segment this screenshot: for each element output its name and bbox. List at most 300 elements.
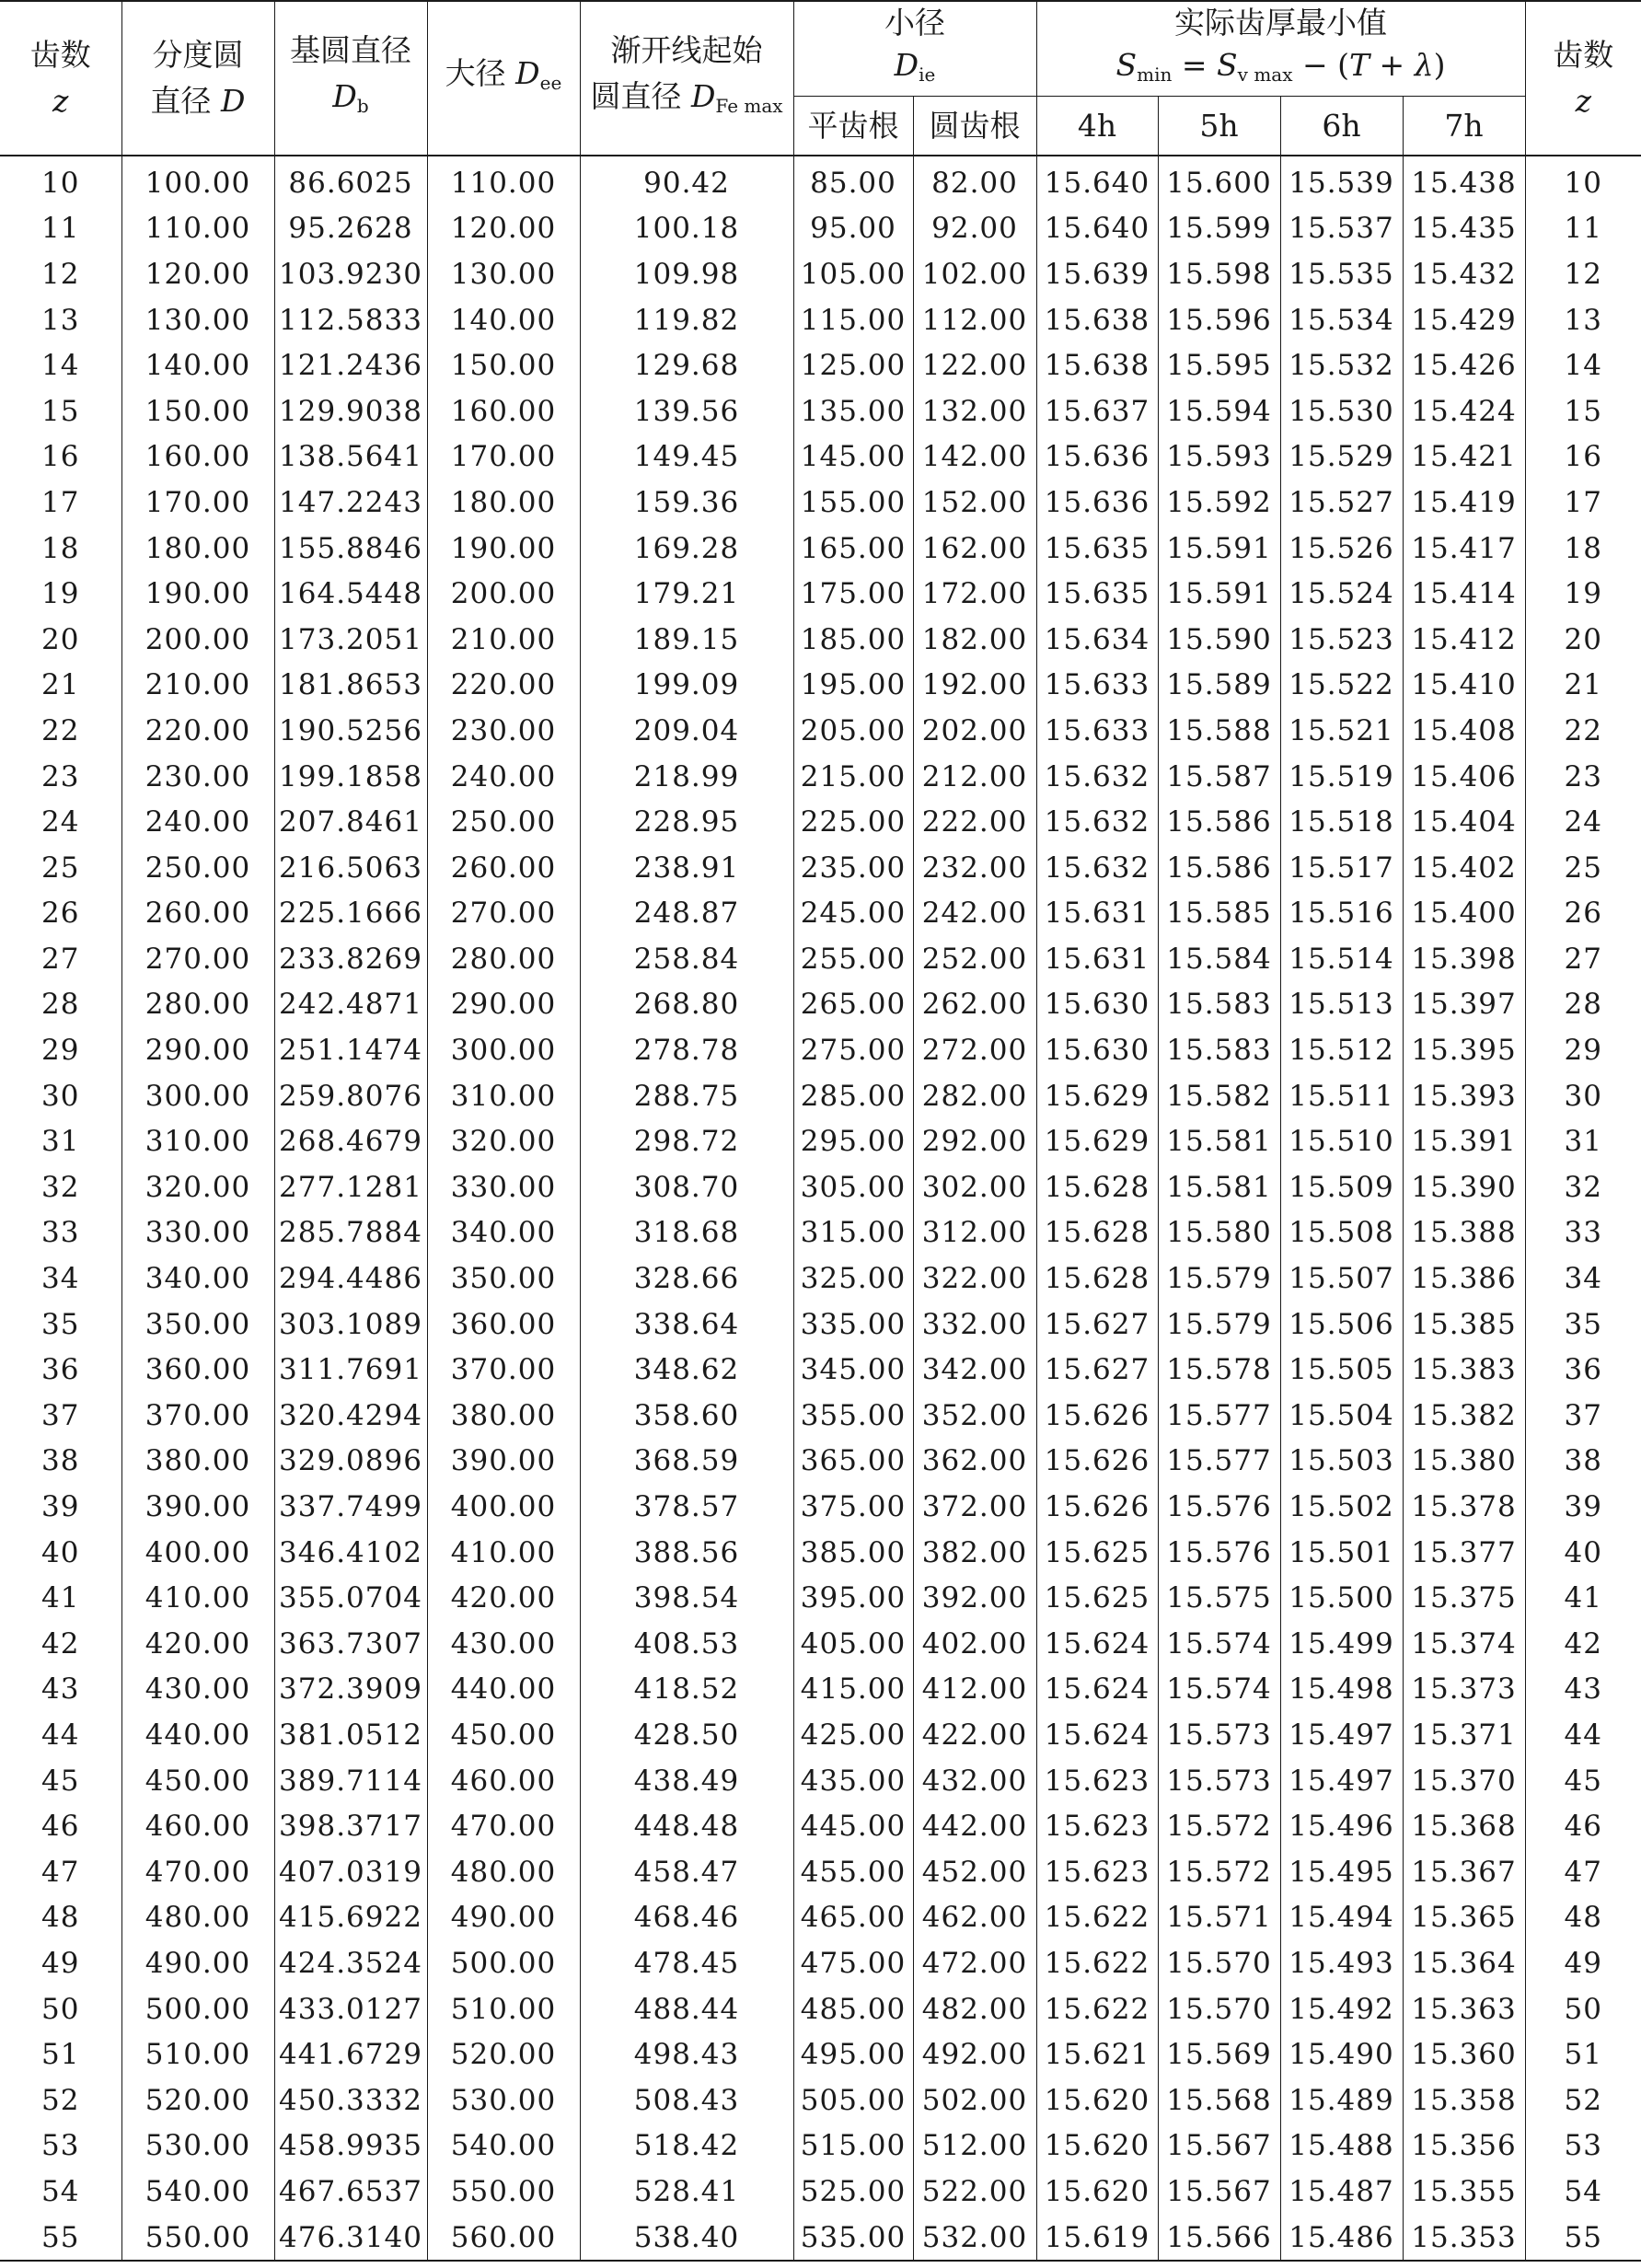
cell-smin-7h: 15.410: [1403, 663, 1525, 709]
cell-smin-7h: 15.406: [1403, 754, 1525, 800]
cell-major-diameter: 350.00: [427, 1256, 580, 1302]
cell-pitch-diameter: 100.00: [121, 156, 274, 206]
cell-smin-5h: 15.587: [1158, 754, 1280, 800]
cell-smin-4h: 15.627: [1036, 1302, 1158, 1348]
cell-base-diameter: 190.5256: [274, 708, 427, 754]
cell-smin-5h: 15.580: [1158, 1210, 1280, 1256]
cell-teeth: 43: [0, 1667, 121, 1713]
cell-minor-round: 482.00: [913, 1986, 1036, 2032]
cell-minor-round: 332.00: [913, 1302, 1036, 1348]
cell-minor-flat: 465.00: [793, 1895, 913, 1941]
header-base-line1: 基圆直径: [290, 32, 411, 68]
cell-involute-diameter: 169.28: [580, 526, 793, 572]
cell-minor-round: 92.00: [913, 206, 1036, 252]
cell-smin-7h: 15.400: [1403, 891, 1525, 937]
cell-involute-diameter: 448.48: [580, 1803, 793, 1849]
cell-minor-flat: 95.00: [793, 206, 913, 252]
cell-teeth-right: 12: [1525, 251, 1641, 297]
cell-involute-diameter: 408.53: [580, 1621, 793, 1667]
cell-pitch-diameter: 510.00: [121, 2031, 274, 2077]
cell-teeth-right: 18: [1525, 526, 1641, 572]
cell-teeth: 55: [0, 2215, 121, 2262]
cell-pitch-diameter: 500.00: [121, 1986, 274, 2032]
cell-minor-round: 252.00: [913, 936, 1036, 982]
cell-minor-round: 192.00: [913, 663, 1036, 709]
cell-smin-7h: 15.358: [1403, 2077, 1525, 2123]
cell-minor-round: 232.00: [913, 845, 1036, 891]
cell-major-diameter: 320.00: [427, 1118, 580, 1164]
cell-minor-flat: 125.00: [793, 342, 913, 388]
cell-major-diameter: 340.00: [427, 1210, 580, 1256]
cell-smin-7h: 15.363: [1403, 1986, 1525, 2032]
cell-pitch-diameter: 160.00: [121, 434, 274, 480]
table-row: [0, 663, 1641, 709]
cell-pitch-diameter: 450.00: [121, 1758, 274, 1804]
cell-smin-6h: 15.486: [1280, 2215, 1403, 2262]
cell-involute-diameter: 90.42: [580, 156, 793, 206]
cell-pitch-diameter: 430.00: [121, 1667, 274, 1713]
cell-teeth: 26: [0, 891, 121, 937]
cell-teeth: 50: [0, 1986, 121, 2032]
table-row: [0, 342, 1641, 388]
table-row: [0, 434, 1641, 480]
cell-smin-6h: 15.512: [1280, 1027, 1403, 1073]
cell-smin-5h: 15.583: [1158, 982, 1280, 1028]
cell-smin-5h: 15.573: [1158, 1712, 1280, 1758]
cell-teeth: 42: [0, 1621, 121, 1667]
cell-major-diameter: 150.00: [427, 342, 580, 388]
cell-smin-7h: 15.385: [1403, 1302, 1525, 1348]
cell-base-diameter: 458.9935: [274, 2123, 427, 2170]
header-teeth: [0, 1, 121, 156]
cell-teeth: 12: [0, 251, 121, 297]
cell-smin-4h: 15.636: [1036, 434, 1158, 480]
cell-smin-4h: 15.633: [1036, 663, 1158, 709]
cell-smin-5h: 15.567: [1158, 2123, 1280, 2170]
cell-involute-diameter: 119.82: [580, 297, 793, 343]
cell-pitch-diameter: 490.00: [121, 1940, 274, 1986]
cell-minor-flat: 365.00: [793, 1439, 913, 1485]
cell-teeth-right: 38: [1525, 1439, 1641, 1485]
cell-pitch-diameter: 250.00: [121, 845, 274, 891]
table-row: [0, 1895, 1641, 1941]
cell-teeth-right: 33: [1525, 1210, 1641, 1256]
table-row: [0, 1849, 1641, 1895]
cell-major-diameter: 180.00: [427, 480, 580, 526]
cell-smin-4h: 15.624: [1036, 1621, 1158, 1667]
cell-smin-7h: 15.353: [1403, 2215, 1525, 2262]
cell-smin-6h: 15.500: [1280, 1575, 1403, 1621]
cell-minor-flat: 425.00: [793, 1712, 913, 1758]
table-row: [0, 1530, 1641, 1576]
cell-smin-7h: 15.386: [1403, 1256, 1525, 1302]
cell-base-diameter: 207.8461: [274, 799, 427, 845]
cell-teeth-right: 39: [1525, 1484, 1641, 1530]
cell-minor-round: 162.00: [913, 526, 1036, 572]
cell-teeth: 37: [0, 1393, 121, 1439]
cell-smin-5h: 15.589: [1158, 663, 1280, 709]
cell-involute-diameter: 378.57: [580, 1484, 793, 1530]
cell-minor-flat: 255.00: [793, 936, 913, 982]
cell-smin-7h: 15.370: [1403, 1758, 1525, 1804]
cell-minor-round: 312.00: [913, 1210, 1036, 1256]
cell-involute-diameter: 298.72: [580, 1118, 793, 1164]
cell-minor-flat: 105.00: [793, 251, 913, 297]
cell-minor-flat: 435.00: [793, 1758, 913, 1804]
cell-involute-diameter: 398.54: [580, 1575, 793, 1621]
cell-smin-4h: 15.632: [1036, 799, 1158, 845]
cell-smin-4h: 15.634: [1036, 617, 1158, 663]
cell-teeth-right: 27: [1525, 936, 1641, 982]
cell-major-diameter: 240.00: [427, 754, 580, 800]
cell-smin-5h: 15.570: [1158, 1940, 1280, 1986]
cell-teeth-right: 36: [1525, 1347, 1641, 1393]
table-row: [0, 1027, 1641, 1073]
cell-smin-4h: 15.626: [1036, 1484, 1158, 1530]
cell-minor-flat: 315.00: [793, 1210, 913, 1256]
cell-base-diameter: 86.6025: [274, 156, 427, 206]
cell-teeth: 21: [0, 663, 121, 709]
cell-smin-6h: 15.487: [1280, 2169, 1403, 2215]
cell-smin-6h: 15.497: [1280, 1712, 1403, 1758]
header-major-symbol: D: [515, 55, 540, 91]
cell-smin-6h: 15.498: [1280, 1667, 1403, 1713]
cell-base-diameter: 467.6537: [274, 2169, 427, 2215]
cell-minor-flat: 475.00: [793, 1940, 913, 1986]
cell-smin-6h: 15.518: [1280, 799, 1403, 845]
cell-base-diameter: 259.8076: [274, 1073, 427, 1119]
cell-minor-flat: 385.00: [793, 1530, 913, 1576]
cell-minor-round: 442.00: [913, 1803, 1036, 1849]
cell-smin-7h: 15.424: [1403, 388, 1525, 434]
cell-smin-7h: 15.417: [1403, 526, 1525, 572]
header-involute-line2: 圆直径: [590, 78, 682, 114]
cell-teeth-right: 23: [1525, 754, 1641, 800]
header-grade-6h: 6h: [1280, 97, 1403, 156]
cell-teeth: 38: [0, 1439, 121, 1485]
cell-teeth-right: 19: [1525, 571, 1641, 617]
cell-minor-round: 122.00: [913, 342, 1036, 388]
header-major-text: 大径: [445, 55, 506, 91]
cell-pitch-diameter: 420.00: [121, 1621, 274, 1667]
cell-involute-diameter: 159.36: [580, 480, 793, 526]
cell-pitch-diameter: 200.00: [121, 617, 274, 663]
table-row: [0, 297, 1641, 343]
header-round-root: 圆齿根: [913, 97, 1036, 156]
cell-major-diameter: 260.00: [427, 845, 580, 891]
cell-smin-5h: 15.595: [1158, 342, 1280, 388]
cell-teeth: 15: [0, 388, 121, 434]
cell-smin-4h: 15.638: [1036, 297, 1158, 343]
cell-minor-flat: 395.00: [793, 1575, 913, 1621]
cell-smin-7h: 15.365: [1403, 1895, 1525, 1941]
cell-smin-5h: 15.574: [1158, 1667, 1280, 1713]
cell-minor-round: 342.00: [913, 1347, 1036, 1393]
cell-involute-diameter: 338.64: [580, 1302, 793, 1348]
cell-smin-5h: 15.583: [1158, 1027, 1280, 1073]
cell-pitch-diameter: 110.00: [121, 206, 274, 252]
cell-teeth: 13: [0, 297, 121, 343]
cell-teeth-right: 24: [1525, 799, 1641, 845]
cell-pitch-diameter: 330.00: [121, 1210, 274, 1256]
cell-pitch-diameter: 130.00: [121, 297, 274, 343]
cell-smin-7h: 15.432: [1403, 251, 1525, 297]
cell-smin-6h: 15.514: [1280, 936, 1403, 982]
cell-teeth-right: 31: [1525, 1118, 1641, 1164]
table-row: [0, 1986, 1641, 2032]
cell-minor-round: 272.00: [913, 1027, 1036, 1073]
cell-teeth: 22: [0, 708, 121, 754]
cell-minor-round: 102.00: [913, 251, 1036, 297]
cell-major-diameter: 380.00: [427, 1393, 580, 1439]
cell-teeth-right: 55: [1525, 2215, 1641, 2262]
cell-minor-round: 322.00: [913, 1256, 1036, 1302]
cell-smin-4h: 15.620: [1036, 2077, 1158, 2123]
cell-smin-6h: 15.537: [1280, 206, 1403, 252]
cell-teeth-right: 14: [1525, 342, 1641, 388]
table-row: [0, 1439, 1641, 1485]
cell-involute-diameter: 498.43: [580, 2031, 793, 2077]
cell-major-diameter: 330.00: [427, 1164, 580, 1210]
cell-smin-4h: 15.628: [1036, 1210, 1158, 1256]
header-pitch-line1: 分度圆: [152, 37, 244, 73]
cell-involute-diameter: 238.91: [580, 845, 793, 891]
cell-smin-6h: 15.507: [1280, 1256, 1403, 1302]
cell-involute-diameter: 199.09: [580, 663, 793, 709]
cell-involute-diameter: 388.56: [580, 1530, 793, 1576]
cell-base-diameter: 450.3332: [274, 2077, 427, 2123]
cell-teeth-right: 34: [1525, 1256, 1641, 1302]
cell-minor-round: 492.00: [913, 2031, 1036, 2077]
cell-base-diameter: 155.8846: [274, 526, 427, 572]
table-row: [0, 1164, 1641, 1210]
cell-smin-7h: 15.435: [1403, 206, 1525, 252]
cell-minor-flat: 505.00: [793, 2077, 913, 2123]
table-row: [0, 1118, 1641, 1164]
cell-major-diameter: 290.00: [427, 982, 580, 1028]
cell-teeth-right: 11: [1525, 206, 1641, 252]
cell-teeth-right: 28: [1525, 982, 1641, 1028]
cell-teeth-right: 37: [1525, 1393, 1641, 1439]
cell-smin-5h: 15.588: [1158, 708, 1280, 754]
cell-smin-4h: 15.636: [1036, 480, 1158, 526]
cell-minor-flat: 85.00: [793, 156, 913, 206]
table-row: [0, 251, 1641, 297]
cell-smin-4h: 15.625: [1036, 1575, 1158, 1621]
cell-smin-4h: 15.621: [1036, 2031, 1158, 2077]
cell-involute-diameter: 189.15: [580, 617, 793, 663]
cell-teeth-right: 52: [1525, 2077, 1641, 2123]
header-involute-line1: 渐开线起始: [610, 32, 763, 68]
cell-smin-4h: 15.637: [1036, 388, 1158, 434]
cell-smin-6h: 15.488: [1280, 2123, 1403, 2170]
cell-base-diameter: 441.6729: [274, 2031, 427, 2077]
cell-minor-round: 212.00: [913, 754, 1036, 800]
cell-smin-6h: 15.519: [1280, 754, 1403, 800]
cell-smin-4h: 15.623: [1036, 1849, 1158, 1895]
table-body: [0, 156, 1641, 2261]
cell-involute-diameter: 458.47: [580, 1849, 793, 1895]
cell-smin-6h: 15.534: [1280, 297, 1403, 343]
cell-smin-6h: 15.527: [1280, 480, 1403, 526]
cell-smin-7h: 15.402: [1403, 845, 1525, 891]
cell-smin-5h: 15.596: [1158, 297, 1280, 343]
cell-involute-diameter: 328.66: [580, 1256, 793, 1302]
cell-smin-5h: 15.581: [1158, 1118, 1280, 1164]
cell-base-diameter: 355.0704: [274, 1575, 427, 1621]
cell-base-diameter: 181.8653: [274, 663, 427, 709]
cell-major-diameter: 110.00: [427, 156, 580, 206]
cell-minor-flat: 325.00: [793, 1256, 913, 1302]
cell-smin-7h: 15.391: [1403, 1118, 1525, 1164]
table-row: [0, 1347, 1641, 1393]
cell-smin-5h: 15.567: [1158, 2169, 1280, 2215]
table-row: [0, 571, 1641, 617]
header-smin-line1: 实际齿厚最小值: [1174, 5, 1387, 40]
cell-involute-diameter: 518.42: [580, 2123, 793, 2170]
cell-teeth: 28: [0, 982, 121, 1028]
table-row: [0, 754, 1641, 800]
cell-smin-6h: 15.529: [1280, 434, 1403, 480]
cell-smin-6h: 15.517: [1280, 845, 1403, 891]
cell-teeth-right: 51: [1525, 2031, 1641, 2077]
cell-minor-round: 412.00: [913, 1667, 1036, 1713]
cell-pitch-diameter: 260.00: [121, 891, 274, 937]
cell-smin-6h: 15.495: [1280, 1849, 1403, 1895]
cell-teeth-right: 48: [1525, 1895, 1641, 1941]
cell-smin-4h: 15.632: [1036, 845, 1158, 891]
cell-teeth-right: 13: [1525, 297, 1641, 343]
cell-base-diameter: 112.5833: [274, 297, 427, 343]
cell-teeth: 11: [0, 206, 121, 252]
header-grade-4h: 4h: [1036, 97, 1158, 156]
cell-teeth-right: 30: [1525, 1073, 1641, 1119]
cell-base-diameter: 199.1858: [274, 754, 427, 800]
cell-smin-4h: 15.635: [1036, 571, 1158, 617]
cell-minor-round: 382.00: [913, 1530, 1036, 1576]
cell-minor-round: 372.00: [913, 1484, 1036, 1530]
cell-smin-6h: 15.508: [1280, 1210, 1403, 1256]
cell-smin-5h: 15.576: [1158, 1484, 1280, 1530]
cell-smin-4h: 15.638: [1036, 342, 1158, 388]
cell-minor-round: 242.00: [913, 891, 1036, 937]
cell-minor-round: 282.00: [913, 1073, 1036, 1119]
cell-smin-6h: 15.492: [1280, 1986, 1403, 2032]
cell-major-diameter: 480.00: [427, 1849, 580, 1895]
cell-pitch-diameter: 140.00: [121, 342, 274, 388]
cell-teeth-right: 32: [1525, 1164, 1641, 1210]
cell-pitch-diameter: 180.00: [121, 526, 274, 572]
cell-teeth: 14: [0, 342, 121, 388]
cell-major-diameter: 440.00: [427, 1667, 580, 1713]
cell-teeth: 25: [0, 845, 121, 891]
cell-smin-4h: 15.628: [1036, 1164, 1158, 1210]
cell-minor-round: 112.00: [913, 297, 1036, 343]
cell-minor-flat: 115.00: [793, 297, 913, 343]
cell-smin-4h: 15.626: [1036, 1439, 1158, 1485]
cell-smin-6h: 15.511: [1280, 1073, 1403, 1119]
cell-smin-4h: 15.631: [1036, 936, 1158, 982]
cell-base-diameter: 476.3140: [274, 2215, 427, 2262]
cell-smin-6h: 15.489: [1280, 2077, 1403, 2123]
cell-pitch-diameter: 520.00: [121, 2077, 274, 2123]
cell-minor-flat: 375.00: [793, 1484, 913, 1530]
cell-smin-6h: 15.503: [1280, 1439, 1403, 1485]
cell-minor-round: 82.00: [913, 156, 1036, 206]
table-row: [0, 1803, 1641, 1849]
cell-teeth: 10: [0, 156, 121, 206]
cell-involute-diameter: 218.99: [580, 754, 793, 800]
cell-involute-diameter: 348.62: [580, 1347, 793, 1393]
cell-teeth: 53: [0, 2123, 121, 2170]
cell-involute-diameter: 179.21: [580, 571, 793, 617]
cell-minor-flat: 455.00: [793, 1849, 913, 1895]
cell-smin-5h: 15.598: [1158, 251, 1280, 297]
cell-teeth-right: 29: [1525, 1027, 1641, 1073]
cell-major-diameter: 390.00: [427, 1439, 580, 1485]
cell-minor-round: 172.00: [913, 571, 1036, 617]
cell-smin-4h: 15.625: [1036, 1530, 1158, 1576]
cell-base-diameter: 433.0127: [274, 1986, 427, 2032]
cell-teeth: 31: [0, 1118, 121, 1164]
table-row: [0, 206, 1641, 252]
cell-base-diameter: 95.2628: [274, 206, 427, 252]
cell-smin-5h: 15.586: [1158, 845, 1280, 891]
cell-smin-6h: 15.502: [1280, 1484, 1403, 1530]
cell-base-diameter: 389.7114: [274, 1758, 427, 1804]
cell-teeth: 47: [0, 1849, 121, 1895]
cell-smin-7h: 15.383: [1403, 1347, 1525, 1393]
table-row: [0, 708, 1641, 754]
cell-pitch-diameter: 440.00: [121, 1712, 274, 1758]
cell-smin-4h: 15.629: [1036, 1118, 1158, 1164]
cell-pitch-diameter: 280.00: [121, 982, 274, 1028]
cell-smin-4h: 15.620: [1036, 2169, 1158, 2215]
cell-teeth-right: 41: [1525, 1575, 1641, 1621]
cell-major-diameter: 120.00: [427, 206, 580, 252]
table-row: [0, 1073, 1641, 1119]
header-min-tooth-thickness: [1036, 1, 1525, 97]
cell-major-diameter: 220.00: [427, 663, 580, 709]
cell-smin-4h: 15.622: [1036, 1940, 1158, 1986]
table-row: [0, 526, 1641, 572]
cell-teeth-right: 45: [1525, 1758, 1641, 1804]
cell-teeth: 17: [0, 480, 121, 526]
cell-minor-flat: 305.00: [793, 1164, 913, 1210]
cell-smin-7h: 15.388: [1403, 1210, 1525, 1256]
cell-major-diameter: 230.00: [427, 708, 580, 754]
cell-smin-5h: 15.577: [1158, 1393, 1280, 1439]
cell-teeth: 24: [0, 799, 121, 845]
cell-teeth: 46: [0, 1803, 121, 1849]
cell-major-diameter: 460.00: [427, 1758, 580, 1804]
cell-involute-diameter: 288.75: [580, 1073, 793, 1119]
cell-pitch-diameter: 400.00: [121, 1530, 274, 1576]
table-row: [0, 1256, 1641, 1302]
cell-pitch-diameter: 470.00: [121, 1849, 274, 1895]
cell-base-diameter: 285.7884: [274, 1210, 427, 1256]
cell-minor-round: 472.00: [913, 1940, 1036, 1986]
cell-smin-5h: 15.594: [1158, 388, 1280, 434]
cell-smin-6h: 15.530: [1280, 388, 1403, 434]
cell-smin-4h: 15.622: [1036, 1986, 1158, 2032]
cell-minor-flat: 515.00: [793, 2123, 913, 2170]
cell-smin-6h: 15.506: [1280, 1302, 1403, 1348]
cell-minor-flat: 135.00: [793, 388, 913, 434]
cell-smin-4h: 15.629: [1036, 1073, 1158, 1119]
cell-minor-flat: 205.00: [793, 708, 913, 754]
cell-teeth: 48: [0, 1895, 121, 1941]
